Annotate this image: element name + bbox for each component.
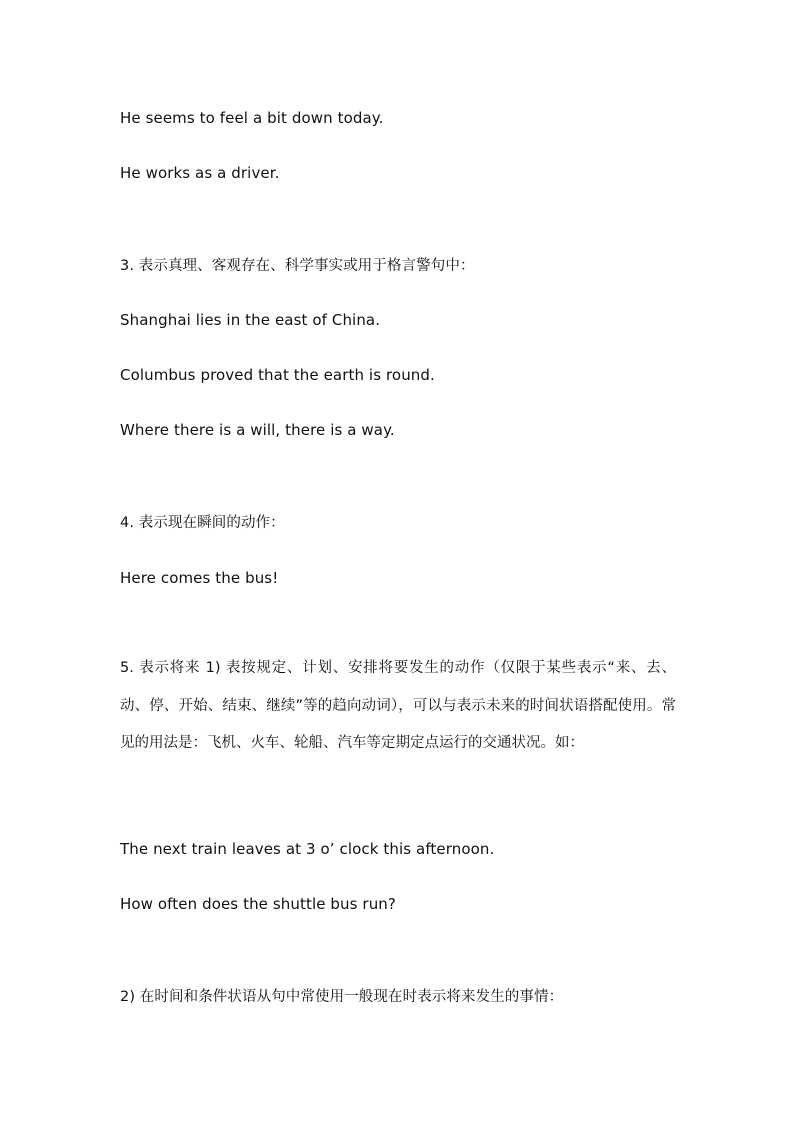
rule-paragraph: 5. 表示将来 1) 表按规定、计划、安排将要发生的动作（仅限于某些表示“来、去、动、停、开始、结束、继续”等的趋向动词），可以与表示未来的时间状语搭配使用。常见的用法是：飞机、火车、轮船、汽车等定期定点运行的交通状况。如： (120, 660, 676, 751)
example-sentence: Columbus proved that the earth is round. (120, 366, 435, 384)
example-sentence: How often does the shuttle bus run? (120, 895, 396, 913)
example-sentence: Here comes the bus! (120, 569, 279, 587)
example-sentence: He works as a driver. (120, 164, 280, 182)
example-sentence: Where there is a will, there is a way. (120, 421, 395, 439)
example-sentence: He seems to feel a bit down today. (120, 109, 384, 127)
rule-heading: 2) 在时间和条件状语从句中常使用一般现在时表示将来发生的事情： (120, 989, 564, 1005)
example-sentence: The next train leaves at 3 o’ clock this afternoon. (120, 840, 495, 858)
rule-heading: 4. 表示现在瞬间的动作： (120, 515, 285, 531)
example-sentence: Shanghai lies in the east of China. (120, 311, 381, 329)
rule-heading: 3. 表示真理、客观存在、科学事实或用于格言警句中： (120, 258, 475, 274)
